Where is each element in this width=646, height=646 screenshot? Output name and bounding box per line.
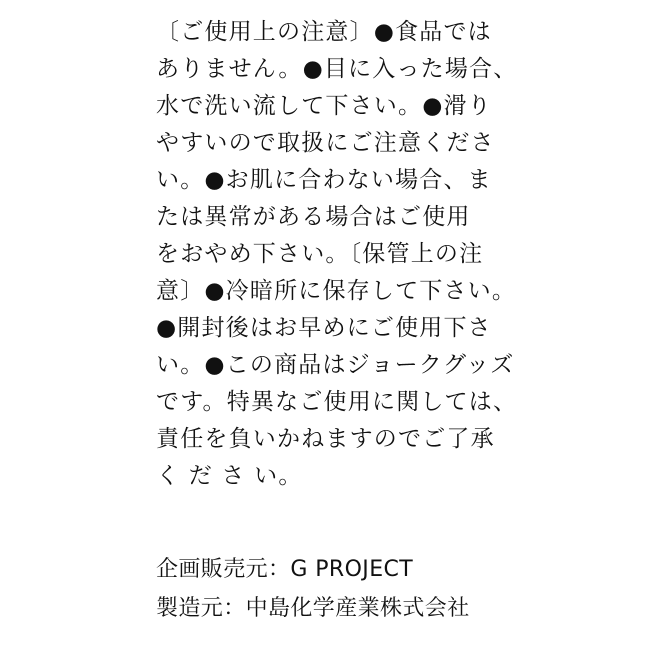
notice-line: ●開封後はお早めにご使用下さ <box>156 315 492 341</box>
notice-line: です。特異なご使用に関しては、 <box>156 389 518 415</box>
notice-line: く だ さ い。 <box>156 463 303 489</box>
notice-line: 意〕●冷暗所に保存して下さい。 <box>156 278 517 304</box>
company-credits <box>156 550 516 628</box>
notice-line: い。●お肌に合わない場合、ま <box>156 167 492 193</box>
notice-line: ありません。●目に入った場合、 <box>156 56 518 82</box>
notice-line: 水で洗い流して下さい。●滑り <box>156 93 492 119</box>
notice-line: い。●この商品はジョークグッズ <box>156 352 515 378</box>
notice-line: やすいので取扱にご注意くださ <box>156 130 495 156</box>
usage-notice <box>156 14 516 495</box>
notice-line: 〔ご使用上の注意〕●食品では <box>156 19 492 45</box>
manufacturer-credit: 製造元：中島化学産業株式会社 <box>156 596 470 621</box>
notice-line: たは異常がある場合はご使用 <box>156 204 471 230</box>
notice-line: をおやめ下さい。〔保管上の注 <box>156 241 484 267</box>
notice-line: 責任を負いかねますのでご了承 <box>156 426 495 452</box>
planner-credit: 企画販売元：G PROJECT <box>156 557 414 582</box>
